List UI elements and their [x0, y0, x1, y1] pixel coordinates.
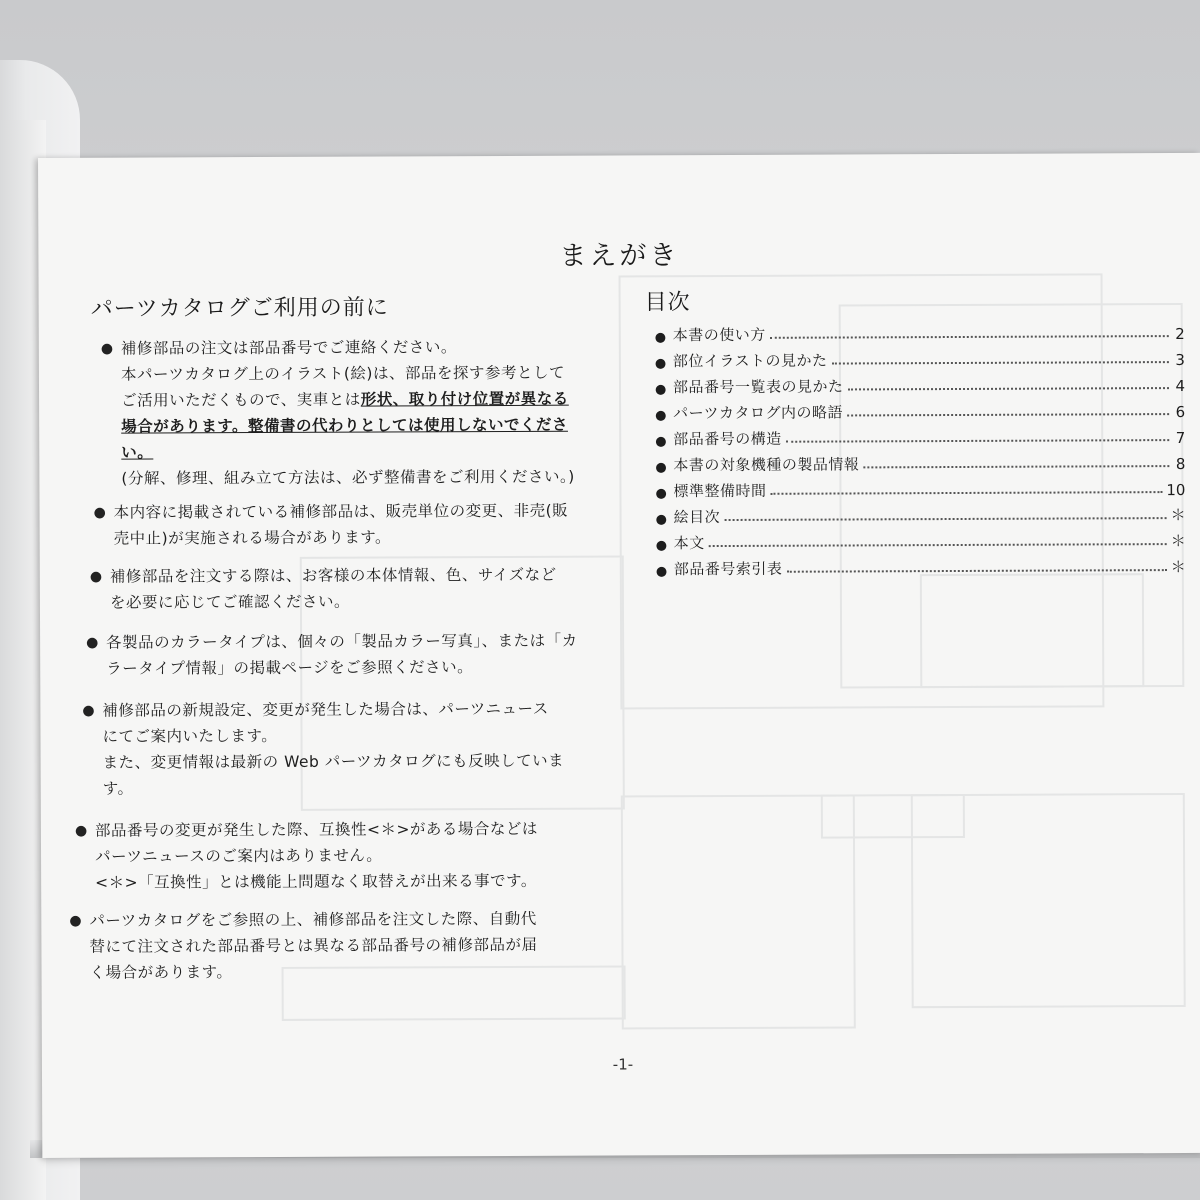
bullet-icon: ● [655, 564, 668, 580]
dot-leader [709, 542, 1167, 547]
list-item-text: 部品番号の変更が発生した際、互換性<＊>がある場合などは [94, 819, 538, 840]
toc-item [655, 369, 1185, 397]
list-item-text: を必要に応じてご確認ください。 [109, 592, 350, 612]
toc-item-label: 絵目次 [673, 508, 721, 527]
toc-item-label: 部品番号の構造 [673, 429, 782, 449]
bullet-icon: ● [74, 822, 88, 839]
list-item [90, 561, 620, 615]
emphasis-text: 形状、取り付け位置が異なる [360, 389, 569, 409]
bullet-icon: ● [654, 330, 667, 346]
list-item [75, 815, 625, 895]
dot-leader [786, 568, 1166, 573]
list-item-text: パーツニュースのご案内はありません。 [95, 846, 383, 866]
emphasis-text: 場合があります。整備書の代わりとしては使用しないでくださ [121, 415, 568, 436]
list-item-text: また、変更情報は最新の Web パーツカタログにも反映していま [102, 751, 565, 772]
bullet-icon: ● [655, 434, 667, 450]
list-item-text: 替にて注文された部品番号とは異なる部品番号の補修部品が届 [89, 935, 538, 956]
bullet-icon: ● [655, 512, 667, 528]
bullet-icon: ● [655, 408, 667, 424]
list-item-text: 本内容に掲載されている補修部品は、販売単位の変更、非売(販 [113, 501, 569, 522]
toc-item-label: 本書の使い方 [672, 325, 766, 345]
dot-leader [848, 386, 1169, 390]
toc-item-page: ＊ [1170, 505, 1186, 525]
list-item [82, 695, 627, 801]
page-content [38, 153, 1200, 1158]
dot-leader [831, 360, 1168, 364]
bullet-icon: ● [654, 382, 667, 398]
list-item-text: ラータイプ情報」の掲載ページをご参照ください。 [106, 658, 474, 678]
bullet-icon: ● [654, 356, 667, 372]
bullet-icon: ● [82, 702, 96, 719]
list-item-text: 補修部品を注文する際は、お客様の本体情報、色、サイズなど [109, 565, 557, 586]
list-item [69, 905, 629, 985]
dot-leader [770, 490, 1162, 495]
bullet-icon: ● [89, 568, 103, 585]
toc-item-page: 2 [1175, 324, 1185, 344]
toc-item-page: 3 [1175, 350, 1185, 370]
dot-leader [770, 334, 1169, 339]
toc-item-label: 部品番号一覧表の見かた [672, 377, 844, 397]
bullet-icon: ● [655, 486, 667, 502]
toc-item [655, 447, 1185, 475]
list-item-text: 本パーツカタログ上のイラスト(絵)は、部品を探す参考として [120, 363, 565, 384]
toc-item [655, 317, 1185, 345]
toc-item-label: 部品番号索引表 [673, 559, 783, 579]
toc-item [655, 395, 1185, 423]
list-item-text: 補修部品の注文は部品番号でご連絡ください。 [120, 338, 457, 358]
list-item-text: <＊>「互換性」とは機能上問題なく取替えが出来る事です。 [95, 871, 537, 892]
toc-item [656, 499, 1186, 527]
list-item [93, 497, 623, 551]
list-item-text: く場合があります。 [89, 963, 233, 982]
bullet-icon: ● [86, 634, 99, 651]
toc-item [656, 525, 1186, 553]
list-item-text: 各製品のカラータイプは、個々の「製品カラー写真」、または「カ [106, 631, 578, 652]
toc-item-page: 7 [1175, 428, 1186, 448]
list-item-text: パーツカタログをご参照の上、補修部品を注文した際、自動代 [89, 909, 537, 930]
list-item [101, 333, 622, 491]
toc-item-label: 標準整備時間 [673, 481, 767, 501]
list-item-text: ご活用いただくもので、実車とは形状、取り付け位置が異なる [121, 389, 569, 410]
section-heading-usage: パーツカタログご利用の前に [90, 295, 389, 322]
page-number: -1- [612, 1055, 634, 1074]
toc-item-page: ＊ [1170, 557, 1186, 577]
toc-item-page: 8 [1175, 454, 1186, 474]
table-of-contents [655, 317, 1186, 579]
document-page [38, 153, 1200, 1158]
bullet-icon: ● [69, 912, 83, 929]
list-item-text: (分解、修理、組み立て方法は、必ず整備書をご利用ください。) [121, 467, 575, 488]
emphasis-text: い。 [121, 443, 154, 462]
list-item-text: にてご案内いたします。 [102, 726, 278, 746]
toc-item-page: 10 [1166, 480, 1186, 500]
toc-item [655, 421, 1185, 449]
bullet-icon: ● [93, 504, 107, 521]
list-item-text: す。 [102, 779, 134, 798]
dot-leader [863, 464, 1169, 468]
toc-item-page: 4 [1175, 376, 1186, 396]
toc-item [655, 343, 1185, 371]
toc-item-label: 部位イラストの見かた [672, 351, 828, 371]
dot-leader [786, 438, 1169, 443]
toc-item-page: ＊ [1170, 531, 1186, 551]
toc-item [656, 551, 1186, 579]
list-item-text: 補修部品の新規設定、変更が発生した場合は、パーツニュース [102, 699, 549, 720]
toc-item [655, 473, 1185, 501]
bullet-icon: ● [100, 340, 114, 357]
toc-item-page: 6 [1175, 402, 1186, 422]
bullet-icon: ● [655, 460, 667, 476]
list-item [86, 627, 626, 681]
page-title: まえがき [559, 240, 680, 272]
bullet-icon: ● [655, 538, 668, 554]
toc-item-label: 本文 [673, 534, 705, 553]
dot-leader [847, 412, 1169, 416]
dot-leader [724, 516, 1166, 521]
toc-item-label: パーツカタログ内の略語 [673, 403, 844, 423]
toc-item-label: 本書の対象機種の製品情報 [673, 455, 860, 475]
list-item-text: 売中止)が実施される場合があります。 [113, 528, 392, 548]
toc-heading: 目次 [644, 290, 691, 316]
